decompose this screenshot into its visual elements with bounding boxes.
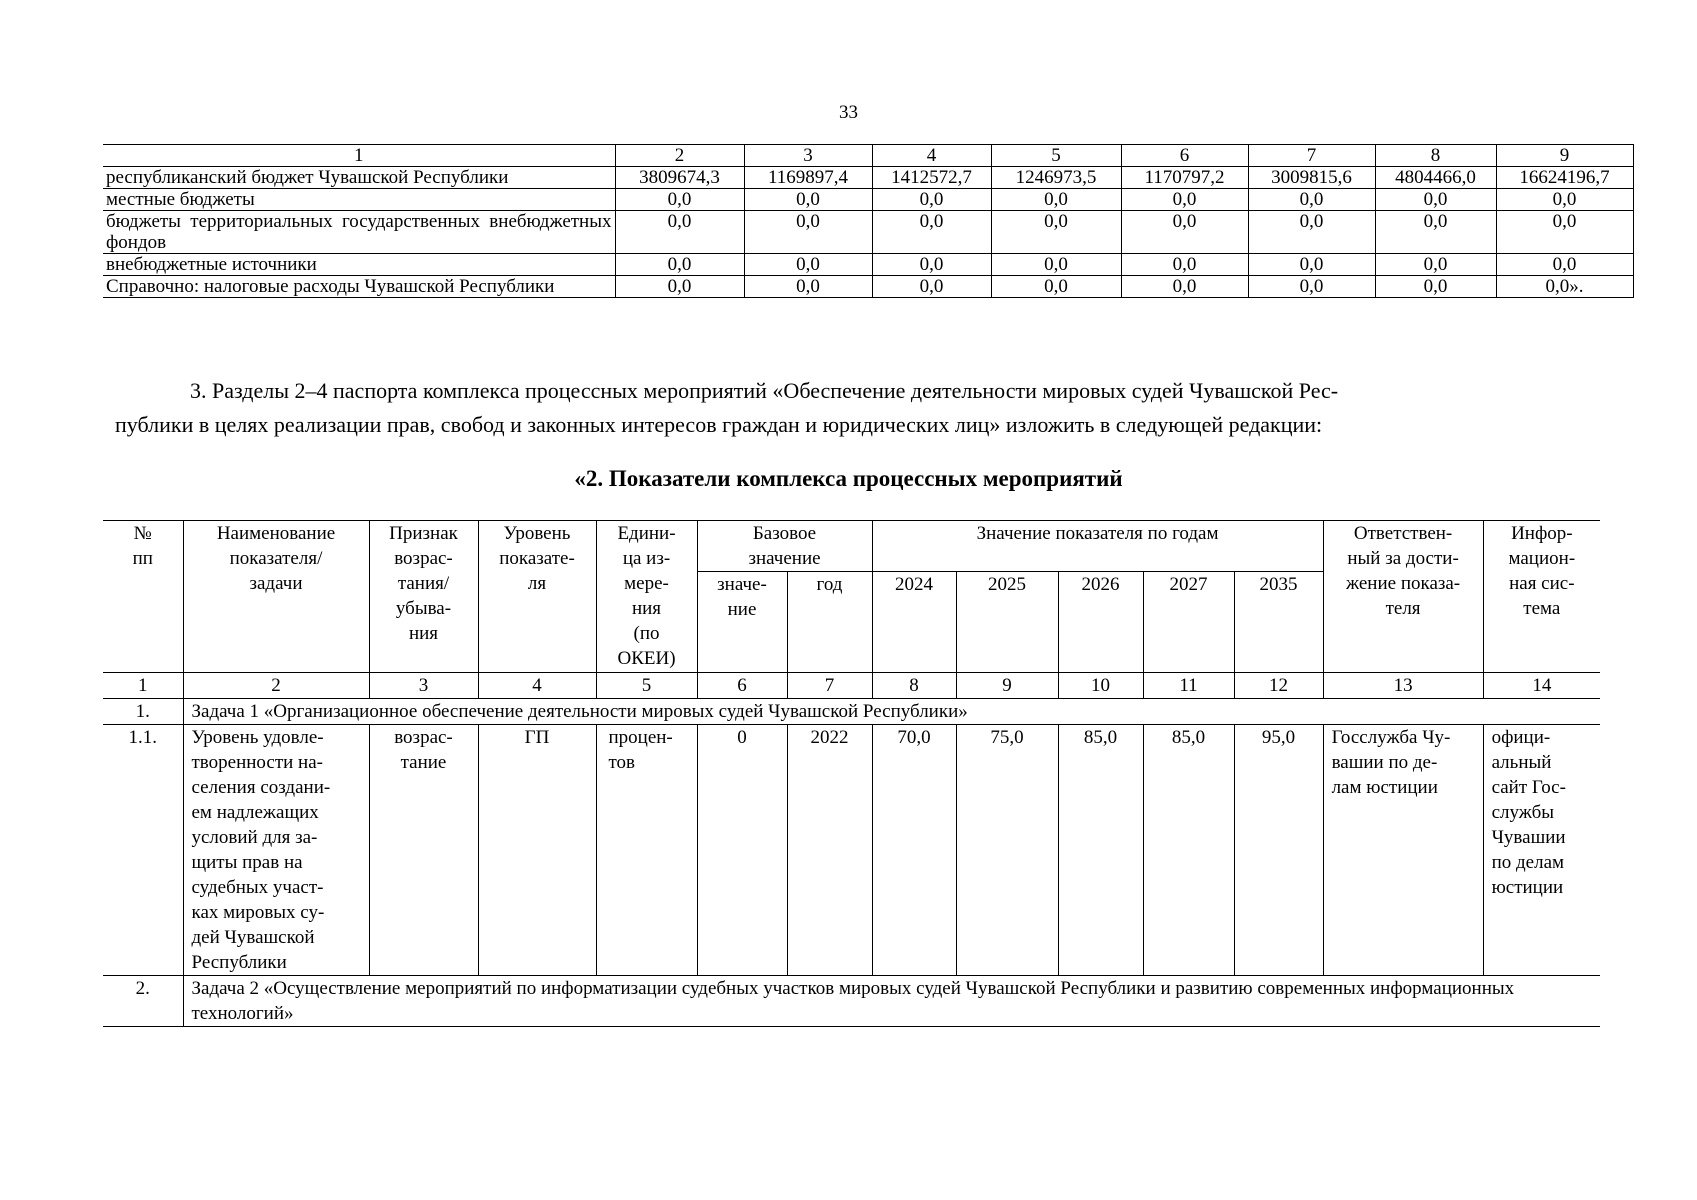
indicator-name: Уровень удовле- творенности на- селения создани- ем надлежащих условий для за- щиты прав на судебных участ- ках мировых су- дей Чувашской Республики bbox=[183, 725, 369, 976]
table-row bbox=[103, 276, 1633, 298]
header-responsible: Ответствен- ный за дости- жение показа- теля bbox=[1323, 521, 1483, 673]
indicator-value: 70,0 bbox=[872, 725, 956, 976]
col-header: 8 bbox=[1375, 145, 1496, 167]
table-header-row bbox=[103, 521, 1600, 572]
header-year: 2026 bbox=[1058, 572, 1143, 673]
task-number: 2. bbox=[103, 976, 183, 1027]
table-row bbox=[103, 254, 1633, 276]
indicator-row bbox=[103, 725, 1600, 976]
column-number: 5 bbox=[596, 673, 697, 699]
cell-value: 0,0 bbox=[1496, 211, 1633, 254]
col-header: 1 bbox=[103, 145, 615, 167]
cell-value: 0,0 bbox=[1121, 211, 1248, 254]
cell-value: 0,0 bbox=[872, 211, 991, 254]
header-info-system: Инфор- мацион- ная сис- тема bbox=[1483, 521, 1600, 673]
header-num: № пп bbox=[103, 521, 183, 673]
indicators-table bbox=[103, 520, 1600, 1027]
indicator-responsible: Госслужба Чу- вашии по де- лам юстиции bbox=[1323, 725, 1483, 976]
cell-value: 0,0 bbox=[1121, 254, 1248, 276]
indicator-number: 1.1. bbox=[103, 725, 183, 976]
row-label: республиканский бюджет Чувашской Республики bbox=[103, 167, 615, 189]
cell-value: 3009815,6 bbox=[1248, 167, 1375, 189]
cell-value: 0,0 bbox=[615, 189, 744, 211]
header-base-value: значе- ние bbox=[697, 572, 787, 673]
cell-value: 0,0 bbox=[615, 211, 744, 254]
cell-value: 0,0 bbox=[1375, 211, 1496, 254]
cell-value: 0,0 bbox=[991, 189, 1121, 211]
indicator-value: 85,0 bbox=[1143, 725, 1234, 976]
cell-value: 0,0 bbox=[1375, 276, 1496, 298]
indicator-info-system: офици- альный сайт Гос- службы Чувашии по делам юстиции bbox=[1483, 725, 1600, 976]
task-text: Задача 1 «Организационное обеспечение деятельности мировых судей Чувашской Республики» bbox=[183, 699, 1600, 725]
column-numbers-row bbox=[103, 673, 1600, 699]
column-number: 14 bbox=[1483, 673, 1600, 699]
header-unit: Едини- ца из- мере- ния (по ОКЕИ) bbox=[596, 521, 697, 673]
header-year: 2035 bbox=[1234, 572, 1323, 673]
paragraph-line: 3. Разделы 2–4 паспорта комплекса процессных мероприятий «Обеспечение деятельности мировых судей Чувашской Рес- bbox=[190, 378, 1339, 403]
cell-value: 0,0 bbox=[1248, 189, 1375, 211]
cell-value: 3809674,3 bbox=[615, 167, 744, 189]
header-name: Наименование показателя/ задачи bbox=[183, 521, 369, 673]
cell-value: 0,0 bbox=[1375, 254, 1496, 276]
header-base: Базовое значение bbox=[697, 521, 872, 572]
cell-value: 1170797,2 bbox=[1121, 167, 1248, 189]
column-number: 6 bbox=[697, 673, 787, 699]
header-values-by-year: Значение показателя по годам bbox=[872, 521, 1323, 572]
indicator-level: ГП bbox=[478, 725, 596, 976]
row-label: местные бюджеты bbox=[103, 189, 615, 211]
cell-value: 0,0 bbox=[991, 276, 1121, 298]
column-number: 4 bbox=[478, 673, 596, 699]
row-label: Справочно: налоговые расходы Чувашской Республики bbox=[103, 276, 615, 298]
cell-value: 0,0 bbox=[1496, 254, 1633, 276]
task-row bbox=[103, 699, 1600, 725]
section-heading: «2. Показатели комплекса процессных мероприятий bbox=[574, 466, 1123, 491]
col-header: 9 bbox=[1496, 145, 1633, 167]
funding-table bbox=[103, 144, 1634, 298]
cell-value: 0,0 bbox=[1121, 276, 1248, 298]
cell-value: 0,0». bbox=[1496, 276, 1633, 298]
cell-value: 0,0 bbox=[991, 254, 1121, 276]
cell-value: 16624196,7 bbox=[1496, 167, 1633, 189]
cell-value: 0,0 bbox=[1248, 211, 1375, 254]
cell-value: 1169897,4 bbox=[744, 167, 872, 189]
column-number: 1 bbox=[103, 673, 183, 699]
cell-value: 0,0 bbox=[615, 276, 744, 298]
column-number: 7 bbox=[787, 673, 872, 699]
indicator-value: 95,0 bbox=[1234, 725, 1323, 976]
cell-value: 0,0 bbox=[872, 254, 991, 276]
cell-value: 0,0 bbox=[1248, 276, 1375, 298]
task-text: Задача 2 «Осуществление мероприятий по информатизации судебных участков мировых судей Чувашской Республики и развитию современных информационных технологий» bbox=[183, 976, 1600, 1027]
column-number: 9 bbox=[956, 673, 1058, 699]
header-base-year: год bbox=[787, 572, 872, 673]
cell-value: 0,0 bbox=[1121, 189, 1248, 211]
col-header: 6 bbox=[1121, 145, 1248, 167]
cell-value: 0,0 bbox=[744, 254, 872, 276]
task-number: 1. bbox=[103, 699, 183, 725]
cell-value: 0,0 bbox=[744, 189, 872, 211]
cell-value: 0,0 bbox=[872, 189, 991, 211]
table-row bbox=[103, 211, 1633, 254]
indicator-value: 85,0 bbox=[1058, 725, 1143, 976]
task-row bbox=[103, 976, 1600, 1027]
indicator-sign: возрас- тание bbox=[369, 725, 478, 976]
cell-value: 0,0 bbox=[991, 211, 1121, 254]
section-paragraph bbox=[115, 374, 1635, 442]
cell-value: 4804466,0 bbox=[1375, 167, 1496, 189]
table-row bbox=[103, 167, 1633, 189]
funding-header-row bbox=[103, 145, 1633, 167]
row-label: внебюджетные источники bbox=[103, 254, 615, 276]
cell-value: 1412572,7 bbox=[872, 167, 991, 189]
cell-value: 0,0 bbox=[744, 211, 872, 254]
col-header: 7 bbox=[1248, 145, 1375, 167]
cell-value: 0,0 bbox=[1375, 189, 1496, 211]
page-number: 33 bbox=[839, 102, 858, 123]
cell-value: 0,0 bbox=[1496, 189, 1633, 211]
cell-value: 0,0 bbox=[872, 276, 991, 298]
cell-value: 0,0 bbox=[1248, 254, 1375, 276]
indicator-base-year: 2022 bbox=[787, 725, 872, 976]
paragraph-line: публики в целях реализации прав, свобод и законных интересов граждан и юридических лиц» изложить в следующей редакции: bbox=[115, 412, 1323, 437]
header-year: 2024 bbox=[872, 572, 956, 673]
col-header: 3 bbox=[744, 145, 872, 167]
col-header: 5 bbox=[991, 145, 1121, 167]
header-year: 2025 bbox=[956, 572, 1058, 673]
cell-value: 1246973,5 bbox=[991, 167, 1121, 189]
row-label: бюджеты территориальных государственных внебюджетных фондов bbox=[103, 211, 615, 254]
header-sign: Признак возрас- тания/ убыва- ния bbox=[369, 521, 478, 673]
column-number: 11 bbox=[1143, 673, 1234, 699]
column-number: 12 bbox=[1234, 673, 1323, 699]
column-number: 3 bbox=[369, 673, 478, 699]
cell-value: 0,0 bbox=[615, 254, 744, 276]
col-header: 4 bbox=[872, 145, 991, 167]
column-number: 8 bbox=[872, 673, 956, 699]
column-number: 13 bbox=[1323, 673, 1483, 699]
cell-value: 0,0 bbox=[744, 276, 872, 298]
indicator-base-value: 0 bbox=[697, 725, 787, 976]
column-number: 10 bbox=[1058, 673, 1143, 699]
indicator-unit: процен- тов bbox=[596, 725, 697, 976]
col-header: 2 bbox=[615, 145, 744, 167]
indicator-value: 75,0 bbox=[956, 725, 1058, 976]
header-level: Уровень показате- ля bbox=[478, 521, 596, 673]
header-year: 2027 bbox=[1143, 572, 1234, 673]
column-number: 2 bbox=[183, 673, 369, 699]
table-row bbox=[103, 189, 1633, 211]
